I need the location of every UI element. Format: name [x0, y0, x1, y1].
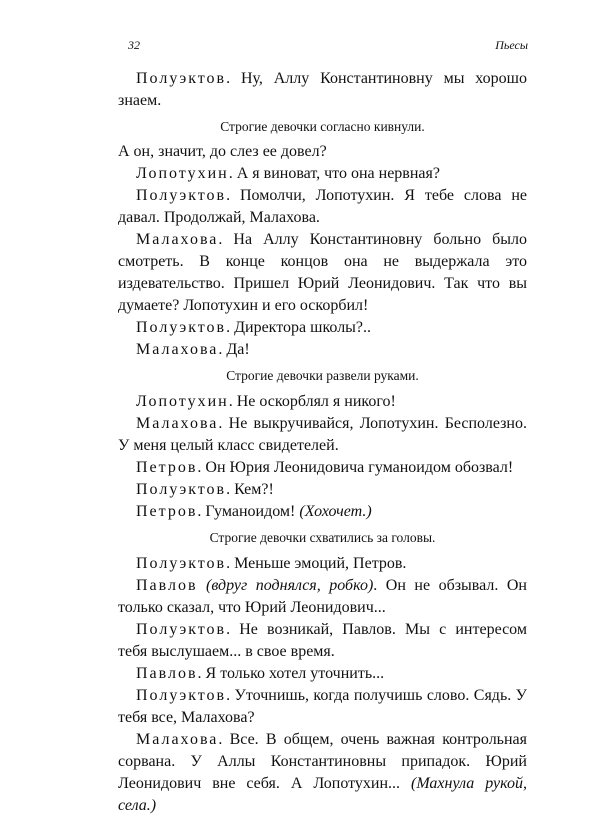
- speaker-name: Полуэктов: [136, 481, 227, 498]
- speaker-name: Лопотухин: [136, 393, 229, 410]
- line: [118, 413, 527, 457]
- speaker-name: Павлов: [136, 665, 198, 682]
- speaker-name: Петров: [136, 459, 198, 476]
- line: [118, 457, 527, 479]
- line-text: . Он Юрия Леонидовича гуманоидом обозвал!: [197, 459, 514, 476]
- line: [118, 619, 527, 663]
- line: [118, 141, 527, 163]
- line: [118, 391, 527, 413]
- speaker-name: Полуэктов: [136, 621, 227, 638]
- line-text: . Меньше эмоций, Петров.: [226, 555, 407, 572]
- speaker-name: Лопотухин: [136, 165, 229, 182]
- line-text: . Кем?!: [226, 481, 274, 498]
- line: [118, 339, 527, 361]
- line: [118, 685, 527, 729]
- line-text: . Не оскорблял я никого!: [228, 393, 396, 410]
- speaker-name: Полуэктов: [136, 687, 227, 704]
- speaker-name: Полуэктов: [136, 70, 227, 87]
- line-text: . Уточнишь, когда получишь слово. Сядь. У тебя все, Малахова?: [118, 687, 527, 726]
- speaker-name: Полуэктов: [136, 555, 227, 572]
- line-text: . Не возникай, Павлов. Мы с интересом тебя выслушаем... в свое время.: [118, 621, 527, 660]
- speaker-name: Полуэктов: [136, 319, 227, 336]
- stage-direction: Строгие девочки схватились за головы.: [209, 530, 436, 545]
- line-text: . Не выкручивайся, Лопотухин. Бесполезно. У меня целый класс свидетелей.: [118, 415, 527, 454]
- speaker-name: Павлов: [136, 577, 198, 594]
- speaker-name: Малахова: [136, 341, 219, 358]
- play-text: [118, 68, 527, 817]
- line: [118, 663, 527, 685]
- speaker-name: Малахова: [136, 415, 219, 432]
- line: [118, 553, 527, 575]
- line: [118, 163, 527, 185]
- line-text: . Я только хотел уточнить...: [197, 665, 385, 682]
- line: [118, 317, 527, 339]
- line: [118, 729, 527, 817]
- line: [118, 229, 527, 317]
- running-title: Пьесы: [495, 38, 528, 52]
- stage-remark: (Махнула рукой, села.): [118, 775, 528, 814]
- line: [118, 479, 527, 501]
- line-text: . Директора школы?..: [226, 319, 372, 336]
- stage-direction: Строгие девочки согласно кивнули.: [220, 119, 425, 134]
- line-text: А он, значит, до слез ее довел?: [118, 143, 327, 160]
- line-text: . Все. В общем, очень важная контрольная сорвана. У Аллы Константиновны припадок. Юрий Леонидович вне себя. А Лопотухин...: [118, 731, 527, 792]
- stage-direction: Строгие девочки развели руками.: [226, 368, 419, 383]
- line-text: . Ну, Аллу Константиновну мы хорошо знаем.: [118, 70, 527, 109]
- line: [118, 501, 527, 523]
- stage-remark: (вдруг поднялся, робко): [197, 577, 374, 594]
- page-number: 32: [128, 38, 140, 52]
- speaker-name: Малахова: [136, 731, 219, 748]
- speaker-name: Петров: [136, 503, 198, 520]
- line: [118, 185, 527, 229]
- line-text: . Он не обзывал. Он только сказал, что Юрий Леонидович...: [118, 577, 527, 616]
- line-text: . Да!: [218, 341, 250, 358]
- stage-remark: (Хохочет.): [299, 503, 372, 520]
- line-text: . Гуманоидом!: [197, 503, 300, 520]
- line-text: . На Аллу Константиновну больно было смотреть. В конце концов она не выдержала это издевательство. Пришел Юрий Леонидович. Так что вы думаете? Лопотухин и его оскорбил!: [118, 231, 527, 314]
- line-text: . Помолчи, Лопотухин. Я тебе слова не давал. Продолжай, Малахова.: [118, 187, 527, 226]
- line-text: . А я виноват, что она нервная?: [228, 165, 440, 182]
- speaker-name: Малахова: [136, 231, 219, 248]
- speaker-name: Полуэктов: [136, 187, 227, 204]
- line: [118, 575, 527, 619]
- line: [118, 68, 527, 112]
